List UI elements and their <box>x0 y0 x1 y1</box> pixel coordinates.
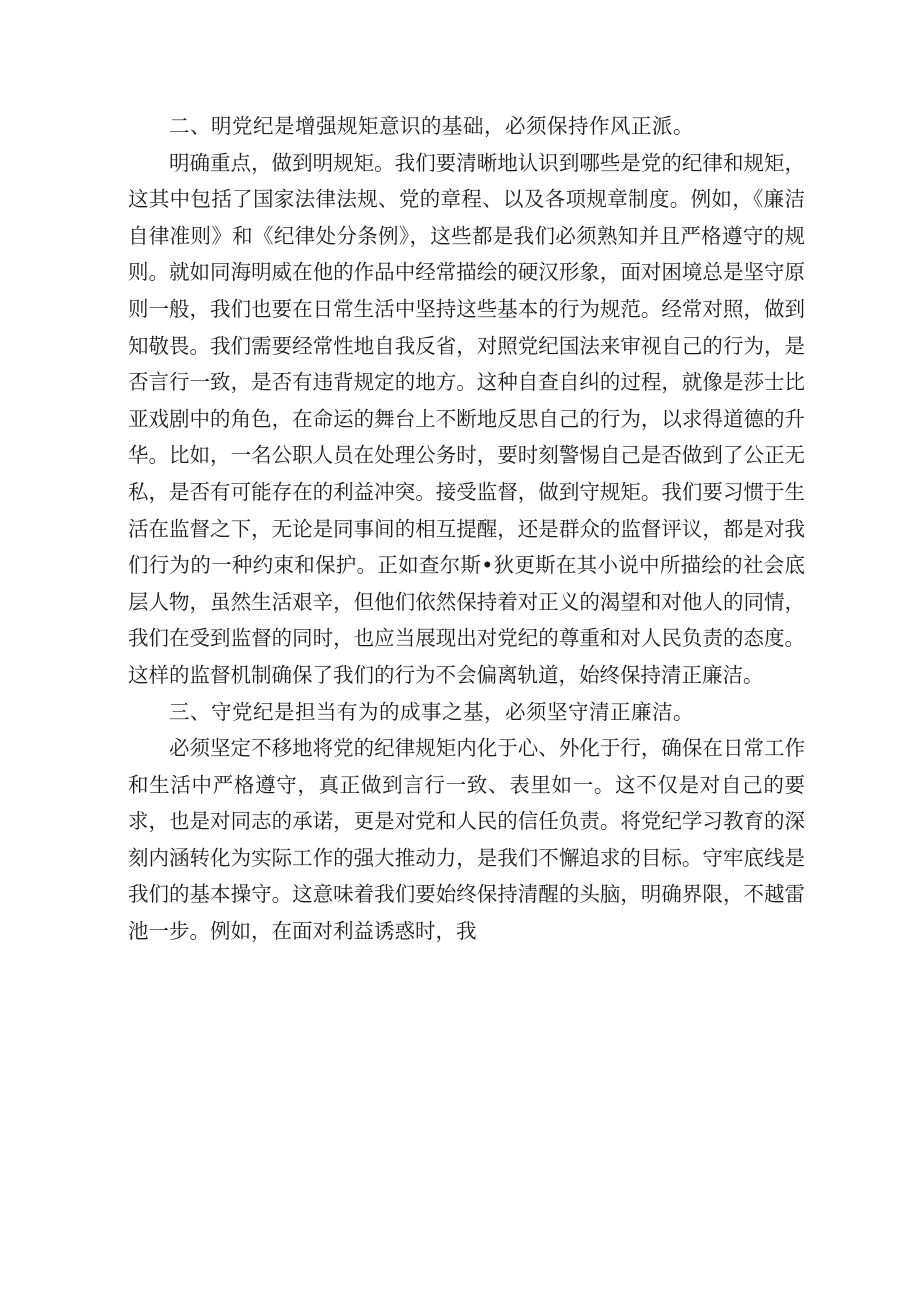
section-heading-three: 三、守党纪是担当有为的成事之基，必须坚守清正廉洁。 <box>169 699 694 724</box>
section-paragraph-three: 必须坚定不移地将党的纪律规矩内化于心、外化于行，确保在日常工作和生活中严格遵守，真正做到言行一致、表里如一。这不仅是对自己的要求，也是对同志的承诺，更是对党和人民的信任负责。将党纪学习教育的深刻内涵转化为实际工作的强大推动力，是我们不懈追求的目标。守牢底线是我们的基本操守。这意味着我们要始终保持清醒的头脑，明确界限，不越雷池一步。例如，在面对利益诱惑时，我 <box>128 736 805 944</box>
section-paragraph-two: 明确重点，做到明规矩。我们要清晰地认识到哪些是党的纪律和规矩，这其中包括了国家法律法规、党的章程、以及各项规章制度。例如，《廉洁自律准则》和《纪律处分条例》，这些都是我们必须熟知并且严格遵守的规则。就如同海明威在他的作品中经常描绘的硬汉形象，面对困境总是坚守原则一般，我们也要在日常生活中坚持这些基本的行为规范。经常对照，做到知敬畏。我们需要经常性地自我反省，对照党纪国法来审视自己的行为，是否言行一致，是否有违背规定的地方。这种自查自纠的过程，就像是莎士比亚戏剧中的角色，在命运的舞台上不断地反思自己的行为，以求得道德的升华。比如，一名公职人员在处理公务时，要时刻警惕自己是否做到了公正无私，是否有可能存在的利益冲突。接受监督，做到守规矩。我们要习惯于生活在监督之下，无论是同事间的相互提醒，还是群众的监督评议，都是对我们行为的一种约束和保护。正如查尔斯•狄更斯在其小说中所描绘的社会底层人物，虽然生活艰辛，但他们依然保持着对正义的渴望和对他人的同情，我们在受到监督的同时，也应当展现出对党纪的尊重和对人民负责的态度。这样的监督机制确保了我们的行为不会偏离轨道，始终保持清正廉洁。 <box>128 150 805 687</box>
section-heading-two: 二、明党纪是增强规矩意识的基础，必须保持作风正派。 <box>169 114 694 138</box>
document-body <box>128 108 805 950</box>
